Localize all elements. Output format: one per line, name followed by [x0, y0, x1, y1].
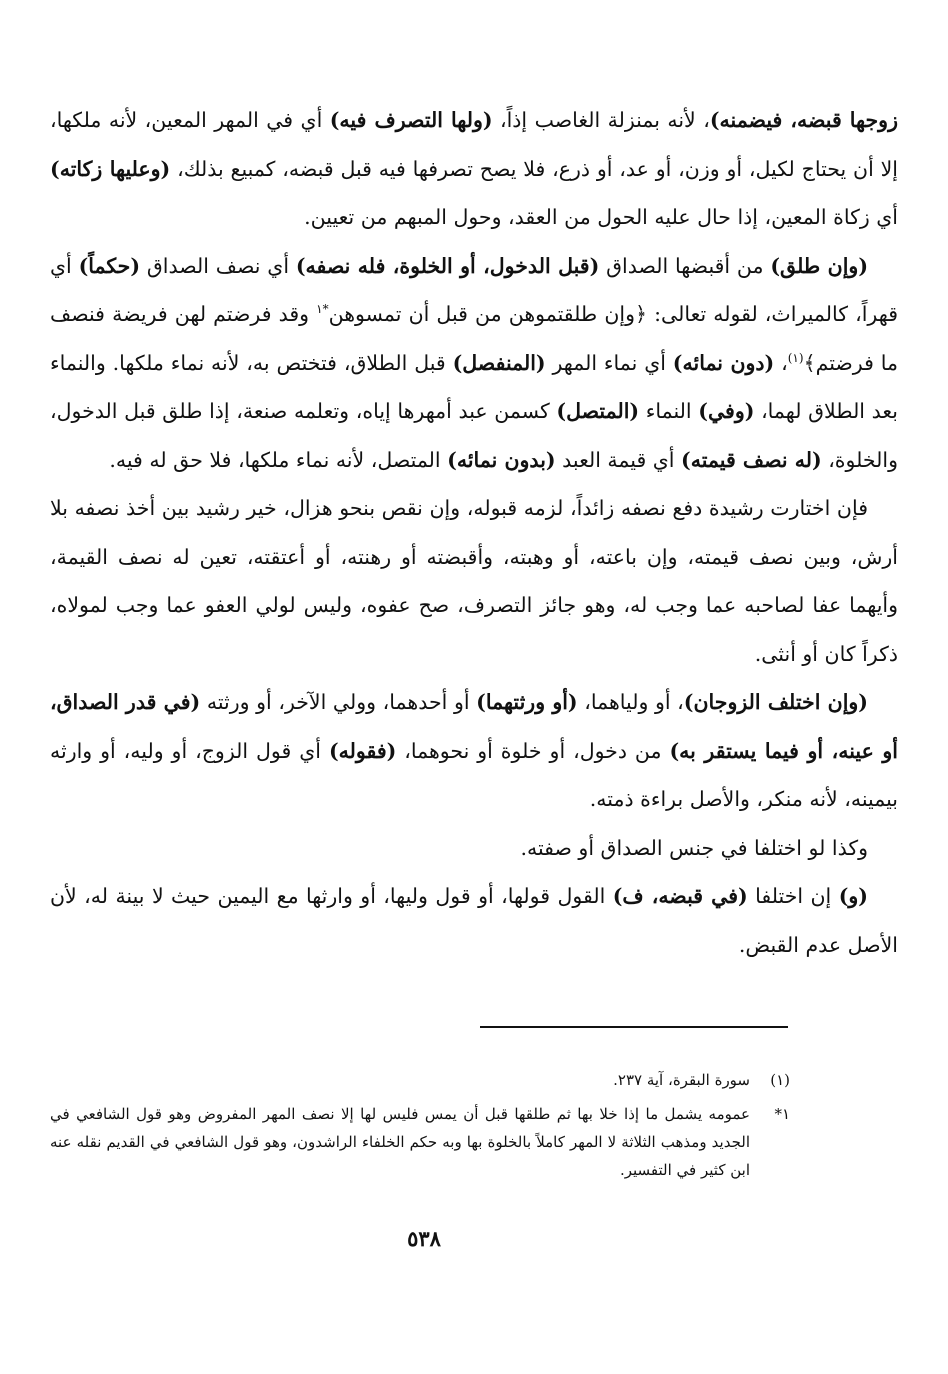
main-text: [50, 96, 898, 969]
commentary-text: وقد فرضتم لهن فريضة فنصف ما فرضتم﴾: [50, 302, 898, 375]
footnote-marker: (١): [770, 1071, 790, 1089]
paragraph: [50, 824, 898, 873]
commentary-text: إن اختلفا: [747, 884, 839, 908]
matn-text: (وإن اختلف الزوجان): [683, 690, 868, 714]
matn-text: (دون نمائه): [672, 350, 775, 375]
matn-text: (وإن طلق): [770, 253, 869, 278]
paragraph: [50, 678, 898, 824]
matn-text: (قبل الدخول، أو الخلوة، فله نصفه): [295, 253, 600, 278]
matn-text: (فقوله): [328, 738, 397, 763]
page-number: ٥٣٨: [407, 1226, 441, 1251]
page-body: [50, 96, 898, 969]
matn-text: (في قدر الصداق، أو عينه، أو فيما يستقر به): [50, 690, 898, 763]
matn-text: (حكماً): [78, 253, 141, 278]
reference-marker: *١: [316, 302, 329, 317]
commentary-text: أي نماء المهر: [545, 350, 673, 375]
commentary-text: أي قيمة العبد: [555, 447, 682, 472]
footnote-marker: ١*: [774, 1105, 790, 1123]
commentary-text: كسمن عبد أمهرها إياه، وتعلمه صنعة، إذا طلق قبل الدخول، والخلوة،: [50, 399, 898, 472]
commentary-text: أي قول الزوج، أو وليه، أو وارثه بيمينه، لأنه منكر، والأصل براءة ذمته.: [50, 738, 898, 811]
paragraph: [50, 484, 898, 678]
commentary-text: أو أحدهما، وولي الآخر، أو ورثته: [200, 690, 477, 714]
paragraph: [50, 96, 898, 242]
commentary-text: ، لأنه بمنزلة الغاصب إذاً،: [492, 108, 710, 132]
footnotes: [50, 1066, 790, 1190]
commentary-text: وكذا لو اختلفا في جنس الصداق أو صفته.: [520, 835, 868, 860]
footnote-text: سورة البقرة، آية ٢٣٧.: [613, 1071, 750, 1089]
footnote-2: [50, 1100, 790, 1184]
commentary-text: ،: [774, 350, 788, 375]
matn-text: (في قبضه، ف): [612, 884, 748, 908]
footnote-text: عمومه يشمل ما إذا خلا بها ثم طلقها قبل أن يمس فليس لها إلا نصف المهر المفروض وهو قول الشافعي في الجديد ومذهب الثلاثة لا المهر كاملاً بالخلوة بها وبه حكم الخلفاء الراشدون، وهو قول الشافعي في القديم نقله عنه ابن كثير في التفسير.: [50, 1105, 750, 1179]
matn-text: (وفي): [698, 399, 755, 423]
paragraph: [50, 872, 898, 969]
commentary-text: المتصل، لأنه نماء ملكها، فلا حق له فيه.: [109, 447, 448, 472]
footnote-1: [50, 1066, 790, 1094]
commentary-text: فإن اختارت رشيدة دفع نصفه زائداً، لزمه قبوله، وإن نقص بنحو هزال، خير رشيد بين أخذ نصفه بلا أرش، وبين نصف قيمته، وإن باعته، أو وهبته، وأقبضته أو رهنته، أو أعتقته، تعين له نصف القيمة، وأيهما عفا لصاحبه عما وجب له، وهو جائز التصرف، صح عفوه، وليس لولي العفو عما وجب لمولاه، ذكراً كان أو أنثى.: [50, 496, 898, 666]
commentary-text: أي قهراً، كالميراث، لقوله تعالى: ﴿وإن طلقتموهن من قبل أن تمسوهن: [50, 253, 898, 326]
matn-text: (المنفصل): [452, 350, 546, 375]
matn-text: (أو ورثتهما): [476, 690, 578, 714]
matn-text: (ولها التصرف فيه): [329, 108, 493, 132]
commentary-text: من دخول، أو خلوة أو نحوهما،: [396, 738, 670, 763]
matn-text: (وعليها زكاته): [50, 156, 171, 181]
paragraph: [50, 242, 898, 485]
commentary-text: القول قولها، أو قول وليها، أو وارثها مع اليمين حيث لا بينة له، لأن الأصل عدم القبض.: [50, 884, 898, 957]
matn-text: (و): [838, 884, 868, 908]
commentary-text: من أقبضها الصداق: [599, 253, 771, 278]
footnote-separator: [480, 1026, 788, 1028]
commentary-text: أي زكاة المعين، إذا حال عليه الحول من العقد، وحول المبهم من تعيين.: [304, 205, 898, 229]
matn-text: (له نصف قيمته): [681, 447, 822, 472]
matn-text: (المتصل): [556, 399, 640, 423]
matn-text: (بدون نمائه): [447, 447, 556, 472]
commentary-text: ، أو ولياهما،: [577, 690, 684, 714]
matn-text: زوجها قبضه، فيضمنه): [709, 108, 898, 132]
commentary-text: قبل الطلاق، فتختص به، لأنه نماء ملكها. والنماء بعد الطلاق لهما،: [50, 350, 898, 423]
commentary-text: أي نصف الصداق: [140, 253, 296, 278]
commentary-text: النماء: [639, 399, 699, 423]
commentary-text: أي في المهر المعين، لأنه ملكها، إلا أن يحتاج لكيل، أو وزن، أو عد، أو ذرع، فلا يصح تصرفها فيه قبل قبضه، كمبيع بذلك،: [50, 108, 898, 181]
reference-marker: (١): [787, 350, 804, 365]
